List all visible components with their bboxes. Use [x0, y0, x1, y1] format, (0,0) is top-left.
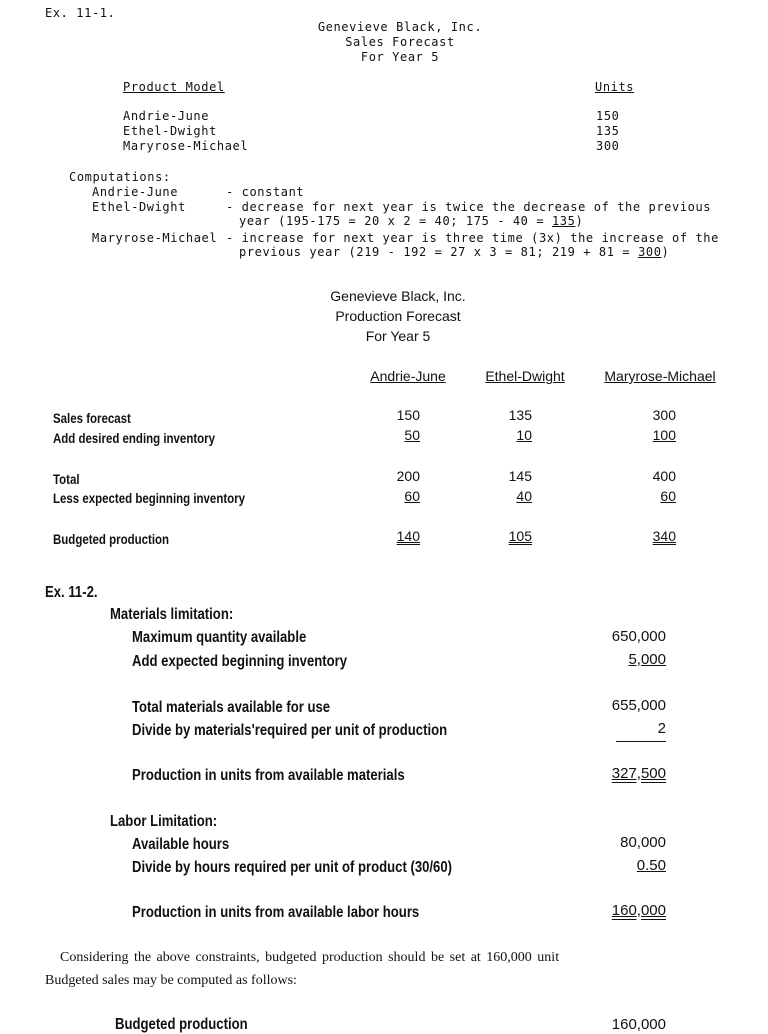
computation-result: 300: [638, 245, 662, 259]
production-row-label: Less expected beginning inventory: [53, 490, 246, 506]
sales-title: Sales Forecast: [345, 35, 455, 49]
computation-text-cont: year (195-175 = 20 x 2 = 40; 175 - 40 = 135): [239, 214, 584, 228]
ex2-line-value: 80,000: [620, 834, 666, 851]
computation-text-cont: previous year (219 - 192 = 27 x 3 = 81; 219 + 81 = 300): [239, 245, 670, 259]
production-cell: 50: [404, 427, 420, 443]
ex2-line-value: 160,000: [611, 902, 666, 919]
sales-row-model: Maryrose-Michael: [123, 139, 249, 153]
sales-row-units: 150: [596, 109, 620, 123]
production-col-header: Maryrose-Michael: [604, 368, 716, 384]
computation-name: Andrie-June: [92, 185, 179, 199]
computation-text: - constant: [226, 185, 305, 199]
ex2-line-label: Maximum quantity available: [132, 629, 307, 646]
ex2-line-label: Divide by hours required per unit of product (30/60): [132, 859, 453, 876]
ex2-line-value: 327,500: [611, 765, 666, 782]
production-cell: 340: [652, 528, 676, 544]
cutoff-value: 160,000: [611, 1016, 666, 1033]
computation-result: 135: [551, 214, 576, 228]
production-cell: 200: [396, 468, 420, 484]
exercise-label-11-1: Ex. 11-1.: [45, 6, 116, 20]
production-cell: 100: [652, 427, 676, 443]
production-period: For Year 5: [365, 328, 431, 344]
ex2-line-value: 2: [657, 720, 666, 737]
conclusion-line-2: Budgeted sales may be computed as follows:: [45, 973, 297, 988]
ex2-line-value: 0.50: [636, 857, 666, 874]
production-cell: 400: [652, 468, 676, 484]
computation-name: Maryrose-Michael: [92, 231, 218, 245]
ex2-line-label: Total materials available for use: [132, 699, 331, 716]
sales-col-model: Product Model: [123, 80, 225, 94]
ex2-line-label: Divide by materials'required per unit of production: [132, 722, 448, 739]
production-company: Genevieve Black, Inc.: [330, 288, 466, 304]
production-row-label: Total: [53, 471, 80, 487]
production-cell: 150: [396, 407, 420, 423]
ex2-line-label: Available hours: [132, 836, 230, 853]
computation-name: Ethel-Dwight: [92, 200, 186, 214]
production-cell: 60: [404, 488, 420, 504]
exercise-label-11-2: Ex. 11-2.: [45, 584, 98, 601]
production-title: Production Forecast: [335, 308, 461, 324]
production-row-label: Add desired ending inventory: [53, 430, 216, 446]
sales-period: For Year 5: [360, 50, 440, 64]
sales-row-model: Ethel-Dwight: [123, 124, 217, 138]
conclusion-line-1: Considering the above constraints, budgeted production should be set at 160,000 unit: [60, 950, 560, 965]
production-cell: 300: [652, 407, 676, 423]
cutoff-label: Budgeted production: [115, 1016, 248, 1033]
sales-company: Genevieve Black, Inc.: [317, 20, 483, 34]
ex2-line-value: 650,000: [611, 628, 666, 645]
production-cell: 10: [516, 427, 532, 443]
production-row-label: Budgeted production: [53, 531, 170, 547]
sales-col-units: Units: [595, 80, 635, 94]
production-col-header: Andrie-June: [370, 368, 446, 384]
production-cell: 135: [508, 407, 532, 423]
ex2-line-label: Add expected beginning inventory: [132, 653, 348, 670]
computation-text: - decrease for next year is twice the decrease of the previous: [226, 200, 712, 214]
production-cell: 40: [516, 488, 532, 504]
sales-row-units: 135: [596, 124, 620, 138]
sales-row-model: Andrie-June: [123, 109, 210, 123]
divider-line: [616, 741, 666, 742]
production-cell: 105: [508, 528, 532, 544]
materials-heading: Materials limitation:: [110, 606, 234, 623]
production-row-label: Sales forecast: [53, 410, 131, 426]
ex2-line-value: 655,000: [611, 697, 666, 714]
labor-heading: Labor Limitation:: [110, 813, 218, 830]
computation-text: - increase for next year is three time (3x) the increase of the: [226, 231, 719, 245]
ex2-line-label: Production in units from available materials: [132, 767, 405, 784]
ex2-line-label: Production in units from available labor hours: [132, 904, 420, 921]
computations-label: Computations:: [69, 170, 171, 184]
production-cell: 140: [396, 528, 420, 544]
ex2-line-value: 5,000: [628, 651, 666, 668]
sales-row-units: 300: [596, 139, 620, 153]
production-cell: 60: [660, 488, 676, 504]
production-cell: 145: [508, 468, 532, 484]
production-col-header: Ethel-Dwight: [485, 368, 565, 384]
